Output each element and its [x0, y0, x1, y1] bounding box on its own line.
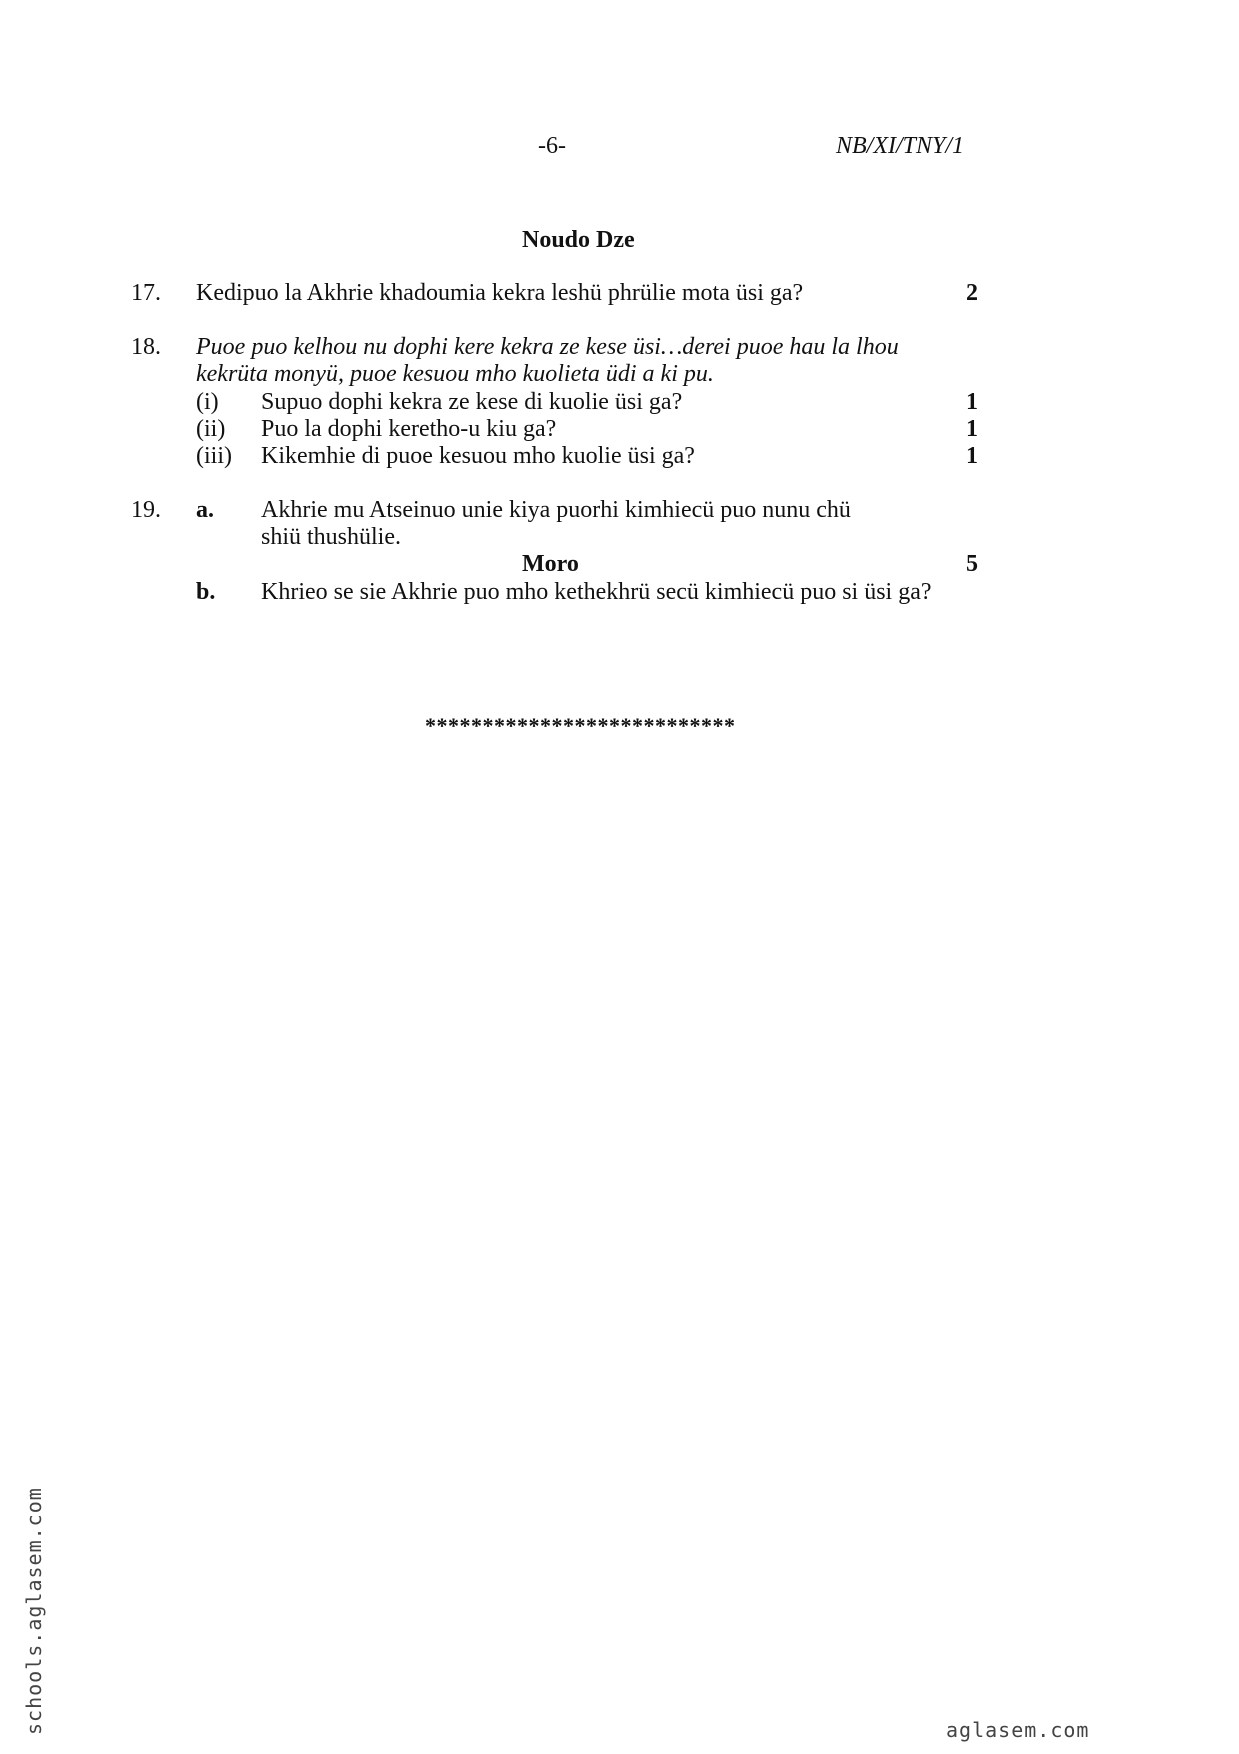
option-a-line-2: shiü thushülie. [261, 524, 402, 550]
corner-watermark: aglasem.com [946, 1718, 1090, 1742]
sub-question-text: Kikemhie di puoe kesuou mho kuolie üsi ga? [261, 443, 695, 469]
sub-question-label: (iii) [196, 443, 232, 469]
option-b-label: b. [196, 579, 216, 605]
side-watermark: schools.aglasem.com [22, 1487, 46, 1735]
passage-line-1: Puoe puo kelhou nu dophi kere kekra ze kese üsi…derei puoe hau la lhou [196, 334, 899, 360]
question-text: Kedipuo la Akhrie khadoumia kekra leshü phrülie mota üsi ga? [196, 280, 804, 306]
section-title: Noudo Dze [522, 227, 635, 253]
question-number: 17. [131, 280, 161, 306]
sub-question-text: Supuo dophi kekra ze kese di kuolie üsi ga? [261, 389, 683, 415]
question-number: 18. [131, 334, 161, 360]
passage-line-2: kekrüta monyü, puoe kesuou mho kuolieta üdi a ki pu. [196, 361, 714, 387]
marks: 2 [966, 280, 978, 306]
or-separator: Moro [522, 551, 579, 577]
marks: 5 [966, 551, 978, 577]
end-marker: *************************** [425, 713, 736, 738]
marks: 1 [966, 416, 978, 442]
question-number: 19. [131, 497, 161, 523]
marks: 1 [966, 389, 978, 415]
option-a-line-1: Akhrie mu Atseinuo unie kiya puorhi kimhiecü puo nunu chü [261, 497, 851, 523]
sub-question-text: Puo la dophi keretho-u kiu ga? [261, 416, 557, 442]
paper-code: NB/XI/TNY/1 [836, 133, 965, 159]
option-a-label: a. [196, 497, 214, 523]
option-b-text: Khrieo se sie Akhrie puo mho kethekhrü secü kimhiecü puo si üsi ga? [261, 579, 932, 605]
sub-question-label: (i) [196, 389, 219, 415]
marks: 1 [966, 443, 978, 469]
page-number: -6- [538, 133, 566, 159]
sub-question-label: (ii) [196, 416, 226, 442]
